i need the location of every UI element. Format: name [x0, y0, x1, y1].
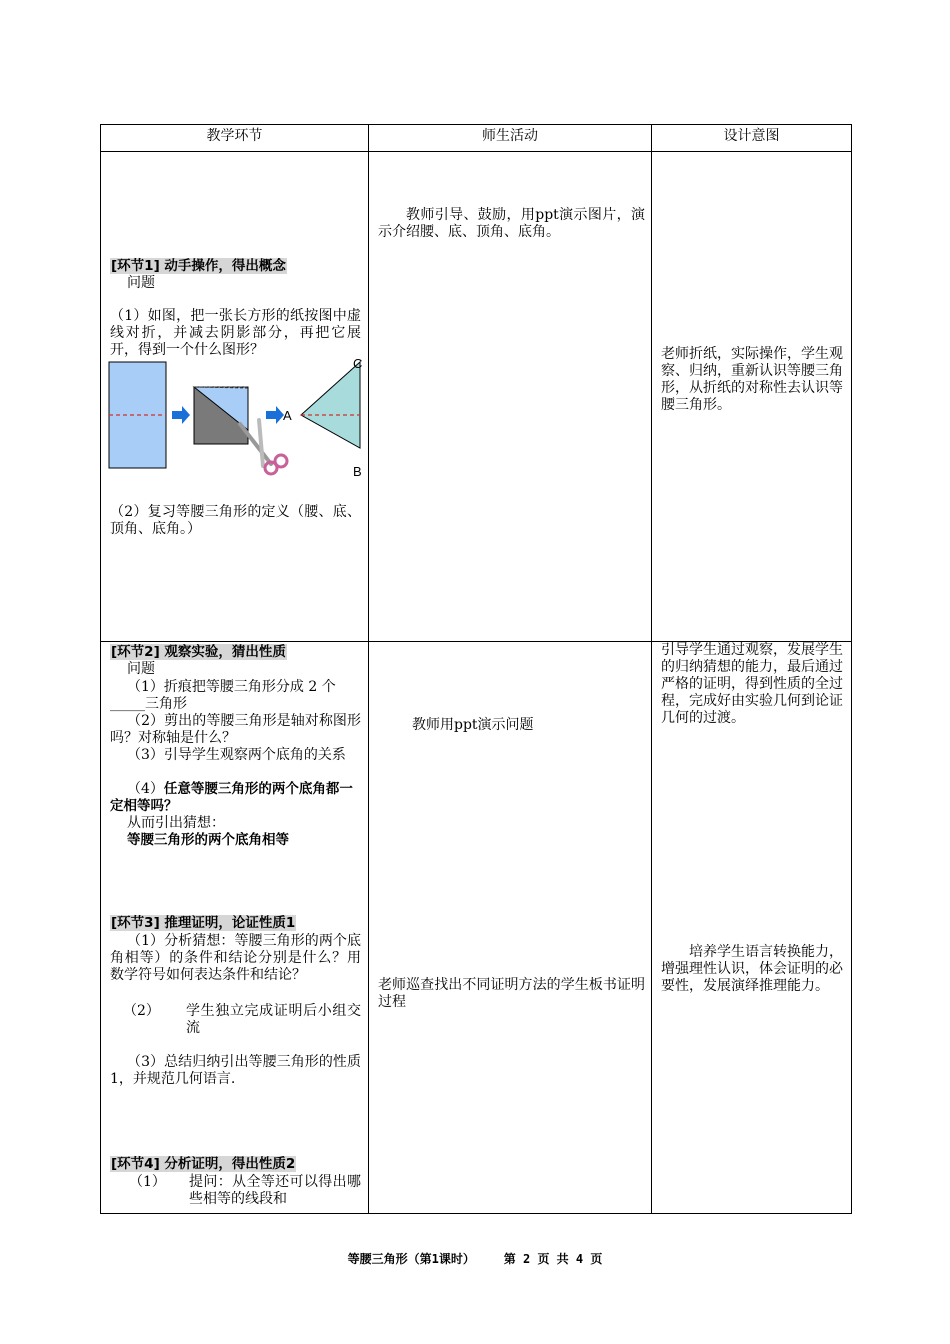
s3-question-1: （1）分析猜想：等腰三角形的两个底角相等）的条件和结论分别是什么？用数学符号如何表达条件和结论？ — [110, 933, 361, 983]
question-label: 问题 — [127, 661, 155, 677]
intent-text-2a: 引导学生通过观察，发展学生的归纳猜想的能力，最后通过严格的证明，得到性质的全过程，完成好由实验几何到论证几何的过渡。 — [661, 642, 843, 726]
section-label-2: [环节2] 观察实验，猜出性质 — [111, 644, 286, 660]
conjecture-text: 等腰三角形的两个底角相等 — [127, 832, 289, 848]
s4-question-1-num: （1） — [129, 1174, 166, 1190]
isosceles-triangle — [301, 362, 360, 448]
question-1-text: （1）如图，把一张长方形的纸按图中虚线对折，并减去阴影部分，再把它展开，得到一个什么图形？ — [110, 308, 361, 358]
header-design-intent: 设计意图 — [652, 125, 852, 152]
s2-question-4-prefix: （4） — [127, 781, 164, 797]
s2-question-2: （2）剪出的等腰三角形是轴对称图形吗？对称轴是什么？ — [110, 713, 361, 746]
section-label-1: [环节1] 动手操作，得出概念 — [111, 258, 286, 274]
footer-page-number: 第 2 页 共 4 页 — [503, 1252, 603, 1266]
stage-cell-1 — [101, 152, 369, 642]
lesson-plan-table — [100, 124, 852, 1214]
table-row — [101, 152, 852, 642]
intent-cell-1 — [652, 152, 852, 642]
s2-question-4 — [110, 781, 361, 815]
stage-cell-2 — [101, 642, 369, 1214]
question-2-text: （2）复习等腰三角形的定义（腰、底、顶角、底角。） — [110, 504, 361, 537]
footer-title: 等腰三角形（第1课时） — [347, 1252, 475, 1266]
s2-question-1-line1: （1）折痕把等腰三角形分成 2 个 — [127, 679, 336, 695]
s3-question-2-text: 学生独立完成证明后小组交流 — [186, 1003, 361, 1036]
lead-text: 从而引出猜想： — [127, 815, 225, 831]
section-label-4: [环节4] 分析证明，得出性质2 — [111, 1156, 296, 1172]
s3-question-2-num: （2） — [123, 1003, 160, 1019]
right-arrow-icon — [266, 406, 284, 424]
activity-text-2a: 教师用ppt演示问题 — [412, 717, 534, 733]
vertex-a-label: A — [283, 408, 292, 423]
activity-text-2b: 老师巡查找出不同证明方法的学生板书证明过程 — [378, 977, 645, 1010]
activity-cell-2 — [369, 642, 652, 1214]
s3-question-3: （3）总结归纳引出等腰三角形的性质 1，并规范几何语言. — [110, 1054, 361, 1087]
activity-cell-1 — [369, 152, 652, 642]
vertex-c-label: C — [353, 358, 363, 371]
header-teaching-stage: 教学环节 — [101, 125, 369, 152]
header-teacher-student-activity: 师生活动 — [369, 125, 652, 152]
vertex-b-label: B — [353, 464, 362, 479]
table-header-row — [101, 125, 852, 152]
s2-question-3: （3）引导学生观察两个底角的关系 — [127, 747, 346, 763]
s2-question-4-bold: 任意等腰三角形的两个底角都一定相等吗？ — [110, 781, 353, 814]
intent-cell-2 — [652, 642, 852, 1214]
intent-text-2b: 培养学生语言转换能力，增强理性认识，体会证明的必要性，发展演绎推理能力。 — [661, 944, 843, 994]
intent-text-1: 老师折纸，实际操作，学生观察、归纳，重新认识等腰三角形，从折纸的对称性去认识等腰三角形。 — [661, 346, 843, 413]
fold-cut-figure — [107, 358, 369, 480]
page-footer — [0, 1250, 950, 1267]
section-label-3: [环节3] 推理证明，论证性质1 — [111, 915, 296, 931]
s2-question-1-line2: _____三角形 — [110, 696, 187, 712]
activity-text-1: 教师引导、鼓励，用ppt演示图片，演示介绍腰、底、顶角、底角。 — [378, 207, 645, 240]
s4-question-1-text: 提问：从全等还可以得出哪些相等的线段和 — [189, 1174, 361, 1207]
question-label: 问题 — [127, 275, 155, 291]
table-row — [101, 642, 852, 1214]
folded-paper — [194, 387, 248, 444]
right-arrow-icon — [172, 406, 190, 424]
